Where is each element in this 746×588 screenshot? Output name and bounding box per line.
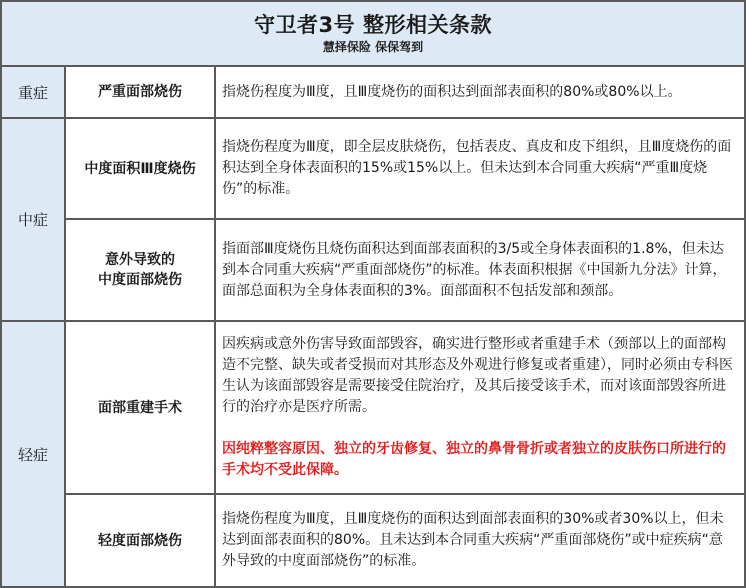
item-desc-moderate-area-burn — [216, 119, 744, 218]
item-name-line-1: 意外导致的 — [105, 252, 175, 268]
category-severe: 重症 — [2, 67, 66, 117]
item-name-line-2: 中度面部烧伤 — [98, 272, 182, 288]
item-desc-mild-facial-burn — [216, 495, 744, 586]
item-desc-severe-facial-burn — [216, 67, 744, 117]
page-subtitle: 慧择保险 保保驾到 — [322, 40, 424, 54]
description-text: 指烧伤程度为Ⅲ度，且Ⅲ度烧伤的面积达到面部表面积的30%或者30%以上，但未达到面部表面积的80%。且未达到本合同重大疾病“严重面部烧伤”或中症疾病“意外导致的中度面部烧伤”的标准。 — [222, 511, 724, 569]
item-name-moderate-area-burn: 中度面积Ⅲ度烧伤 — [66, 119, 216, 218]
item-desc-accidental-moderate-facial-burn — [216, 220, 744, 320]
description-text: 因疾病或意外伤害导致面部毁容，确实进行整形或者重建手术（颈部以上的面部构造不完整、缺失或者受损而对其形态及外观进行修复或者重建），同时必须由专科医生认为该面部毁容是需要接受住院治疗，及其后接受该手术，而对该面部毁容所进行的治疗亦是医疗所需。 — [222, 336, 733, 415]
description-text: 指烧伤程度为Ⅲ度，且Ⅲ度烧伤的面积达到面部表面积的80%或80%以上。 — [222, 83, 682, 100]
category-moderate: 中症 — [2, 119, 66, 320]
category-mild: 轻症 — [2, 322, 66, 586]
item-desc-facial-reconstruction — [216, 322, 744, 493]
item-name-facial-reconstruction: 面部重建手术 — [66, 322, 216, 493]
description-text: 指面部Ⅲ度烧伤且烧伤面积达到面部表面积的3/5或全身体表面积的1.8%，但未达到本合同重大疾病“严重面部烧伤”的标准。体表面积根据《中国新九分法》计算，面部总面积为全身体表面积的3%。面部面积不包括发部和颈部。 — [222, 240, 727, 299]
description-text: 指烧伤程度为Ⅲ度，即全层皮肤烧伤，包括表皮、真皮和皮下组织，且Ⅲ度烧伤的面积达到全身体表面积的15%或15%以上。但未达到本合同重大疾病“严重Ⅲ度烧伤”的标准。 — [222, 139, 732, 197]
item-name-mild-facial-burn: 轻度面部烧伤 — [66, 495, 216, 586]
table-header — [2, 2, 744, 67]
item-name-severe-facial-burn: 严重面部烧伤 — [66, 67, 216, 117]
item-name-accidental-moderate-facial-burn — [66, 220, 216, 320]
page-title: 守卫者3号 整形相关条款 — [254, 13, 492, 37]
exclusion-warning: 因纯粹整容原因、独立的牙齿修复、独立的鼻骨骨折或者独立的皮肤伤口所进行的手术均不受此保障。 — [222, 441, 726, 478]
